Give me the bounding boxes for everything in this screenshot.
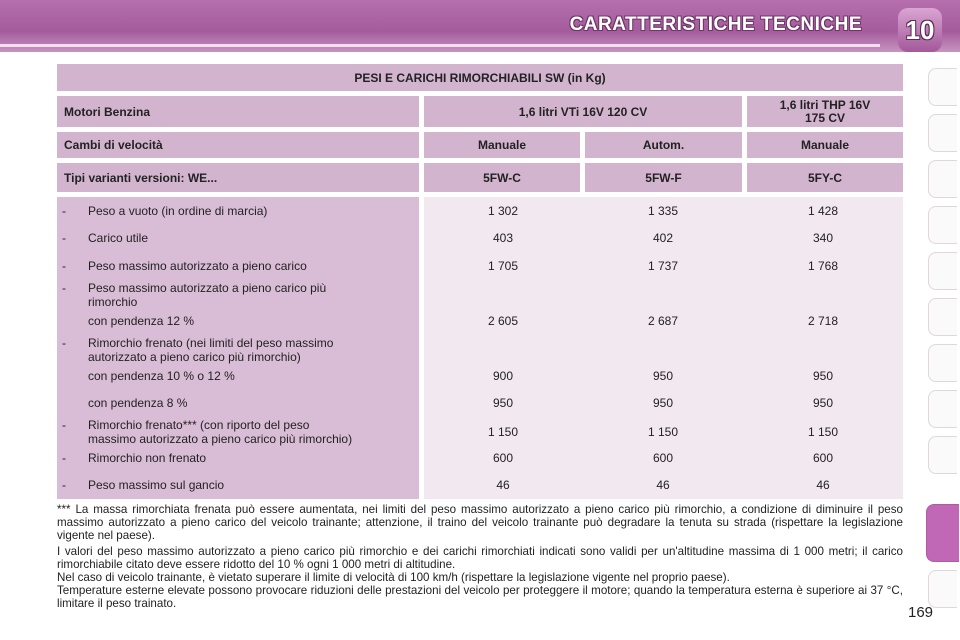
row-label-line1: con pendenza 12 % [88, 314, 195, 328]
row-dash: - [62, 418, 66, 432]
chapter-title: CARATTERISTICHE TECNICHE [569, 14, 862, 35]
header-divider [0, 44, 880, 47]
row-label-line2: rimorchio [88, 295, 138, 309]
variant-label: Tipi varianti versioni: WE... [57, 163, 419, 192]
row-label [88, 336, 418, 364]
row-value-v2: 2 687 [647, 314, 679, 328]
row-label-line1: Carico utile [88, 231, 149, 245]
row-value-v3: 46 [816, 478, 830, 492]
row-dash: - [62, 478, 66, 492]
chapter-tab[interactable] [928, 570, 957, 608]
chapter-tab[interactable] [928, 206, 957, 244]
row-label [88, 396, 418, 410]
chapter-tab[interactable] [928, 114, 957, 152]
note-altitude: I valori del peso massimo autorizzato a pieno carico più rimorchio e dei carichi rimorchiati indicati sono validi per un'altitudine massima di 1 000 metri; il carico rimorchiabile citato deve essere ridotto del 10 % ogni 1 000 metri di altitudine. [57, 545, 903, 571]
footnote [57, 503, 903, 542]
row-label [88, 231, 418, 245]
chapter-number-badge: 10 [898, 8, 942, 52]
row-label-line2: massimo autorizzato a pieno carico più rimorchio) [88, 432, 353, 446]
row-value-v2: 600 [652, 451, 674, 465]
note-speed: Nel caso di veicolo trainante, è vietato superare il limite di velocità di 100 km/h (rispettare la legislazione vigente nel proprio paese). [57, 571, 730, 584]
row-label-line1: con pendenza 10 % o 12 % [88, 369, 235, 383]
variant-c1: 5FW-C [424, 163, 580, 192]
row-label-line1: Peso a vuoto (in ordine di marcia) [88, 204, 268, 218]
row-label [88, 204, 418, 218]
row-value-v3: 600 [812, 451, 834, 465]
gearbox-c1: Manuale [424, 132, 580, 158]
row-value-v3: 2 718 [807, 314, 839, 328]
row-value-v2: 402 [652, 231, 674, 245]
variant-c3: 5FY-C [747, 163, 903, 192]
gearbox-label: Cambi di velocità [57, 132, 419, 158]
row-value-v3: 950 [812, 369, 834, 383]
row-value-v3: 1 428 [807, 204, 839, 218]
row-value-v1: 2 605 [487, 314, 519, 328]
row-label [88, 259, 418, 273]
engine-col2 [747, 96, 903, 127]
row-dash: - [62, 231, 66, 245]
row-label [88, 478, 418, 492]
row-label-line1: Rimorchio non frenato [88, 451, 207, 465]
row-value-v3: 340 [812, 231, 834, 245]
chapter-tab[interactable] [928, 390, 957, 428]
row-value-v1: 403 [492, 231, 514, 245]
row-value-v1: 900 [492, 369, 514, 383]
row-value-v1: 1 705 [487, 259, 519, 273]
row-label-line1: con pendenza 8 % [88, 396, 188, 410]
row-value-v3: 950 [812, 396, 834, 410]
row-label-line1: Rimorchio frenato (nei limiti del peso massimo [88, 336, 334, 350]
row-label [88, 369, 418, 383]
row-value-v2: 1 737 [647, 259, 679, 273]
row-value-v1: 600 [492, 451, 514, 465]
row-dash: - [62, 259, 66, 273]
chapter-tab[interactable] [928, 160, 957, 198]
row-value-v1: 46 [496, 478, 510, 492]
chapter-tab-strip [928, 68, 960, 628]
row-label [88, 314, 418, 328]
page-number: 169 [908, 604, 934, 621]
footnote-text: La massa rimorchiata frenata può essere aumentata, nei limiti del peso massimo autorizzato a pieno carico più rimorchio, a condizione di diminuire il peso massimo autorizzato a pieno carico del veicolo trainante; attenzione, il traino del veicolo trainante può degradare la tenuta su strada (rispettare la legislazione vigente nel paese). [57, 503, 903, 542]
row-value-v2: 1 335 [647, 204, 679, 218]
row-value-v2: 950 [652, 369, 674, 383]
engine-col1: 1,6 litri VTi 16V 120 CV [424, 96, 742, 127]
gearbox-c2: Autom. [585, 132, 742, 158]
table-title: PESI E CARICHI RIMORCHIABILI SW (in Kg) [57, 64, 903, 91]
row-label [88, 281, 418, 309]
chapter-tab[interactable] [928, 436, 957, 474]
row-dash: - [62, 336, 66, 350]
engine-col2-line2: 175 CV [804, 110, 846, 125]
engine-label: Motori Benzina [57, 96, 419, 127]
row-dash: - [62, 281, 66, 295]
engine-col2-line1: 1,6 litri THP 16V [779, 97, 871, 112]
gearbox-c3: Manuale [747, 132, 903, 158]
row-value-v1: 1 150 [487, 425, 519, 439]
row-value-v2: 950 [652, 396, 674, 410]
row-value-v1: 950 [492, 396, 514, 410]
chapter-tab[interactable] [928, 252, 957, 290]
row-label-line2: autorizzato a pieno carico più rimorchio) [88, 350, 301, 364]
row-label-line1: Rimorchio frenato*** (con riporto del peso [88, 418, 310, 432]
row-value-v3: 1 150 [807, 425, 839, 439]
row-label [88, 418, 418, 446]
variant-c2: 5FW-F [585, 163, 742, 192]
row-label-line1: Peso massimo autorizzato a pieno carico più [88, 281, 327, 295]
row-label-line1: Peso massimo autorizzato a pieno carico [88, 259, 307, 273]
chapter-tab[interactable] [928, 344, 957, 382]
row-value-v2: 1 150 [647, 425, 679, 439]
row-label-line1: Peso massimo sul gancio [88, 478, 225, 492]
row-value-v2: 46 [656, 478, 670, 492]
row-dash: - [62, 204, 66, 218]
note-temperature: Temperature esterne elevate possono provocare riduzioni delle prestazioni del veicolo per proteggere il motore; quando la temperatura esterna è superiore ai 37 °C, limitare il peso trainato. [57, 584, 903, 610]
chapter-tab-active[interactable] [926, 504, 959, 562]
footnote-mark: *** [57, 503, 71, 516]
row-value-v3: 1 768 [807, 259, 839, 273]
row-value-v1: 1 302 [487, 204, 519, 218]
chapter-tab[interactable] [928, 68, 957, 106]
row-dash: - [62, 451, 66, 465]
chapter-tab[interactable] [928, 298, 957, 336]
row-label [88, 451, 418, 465]
